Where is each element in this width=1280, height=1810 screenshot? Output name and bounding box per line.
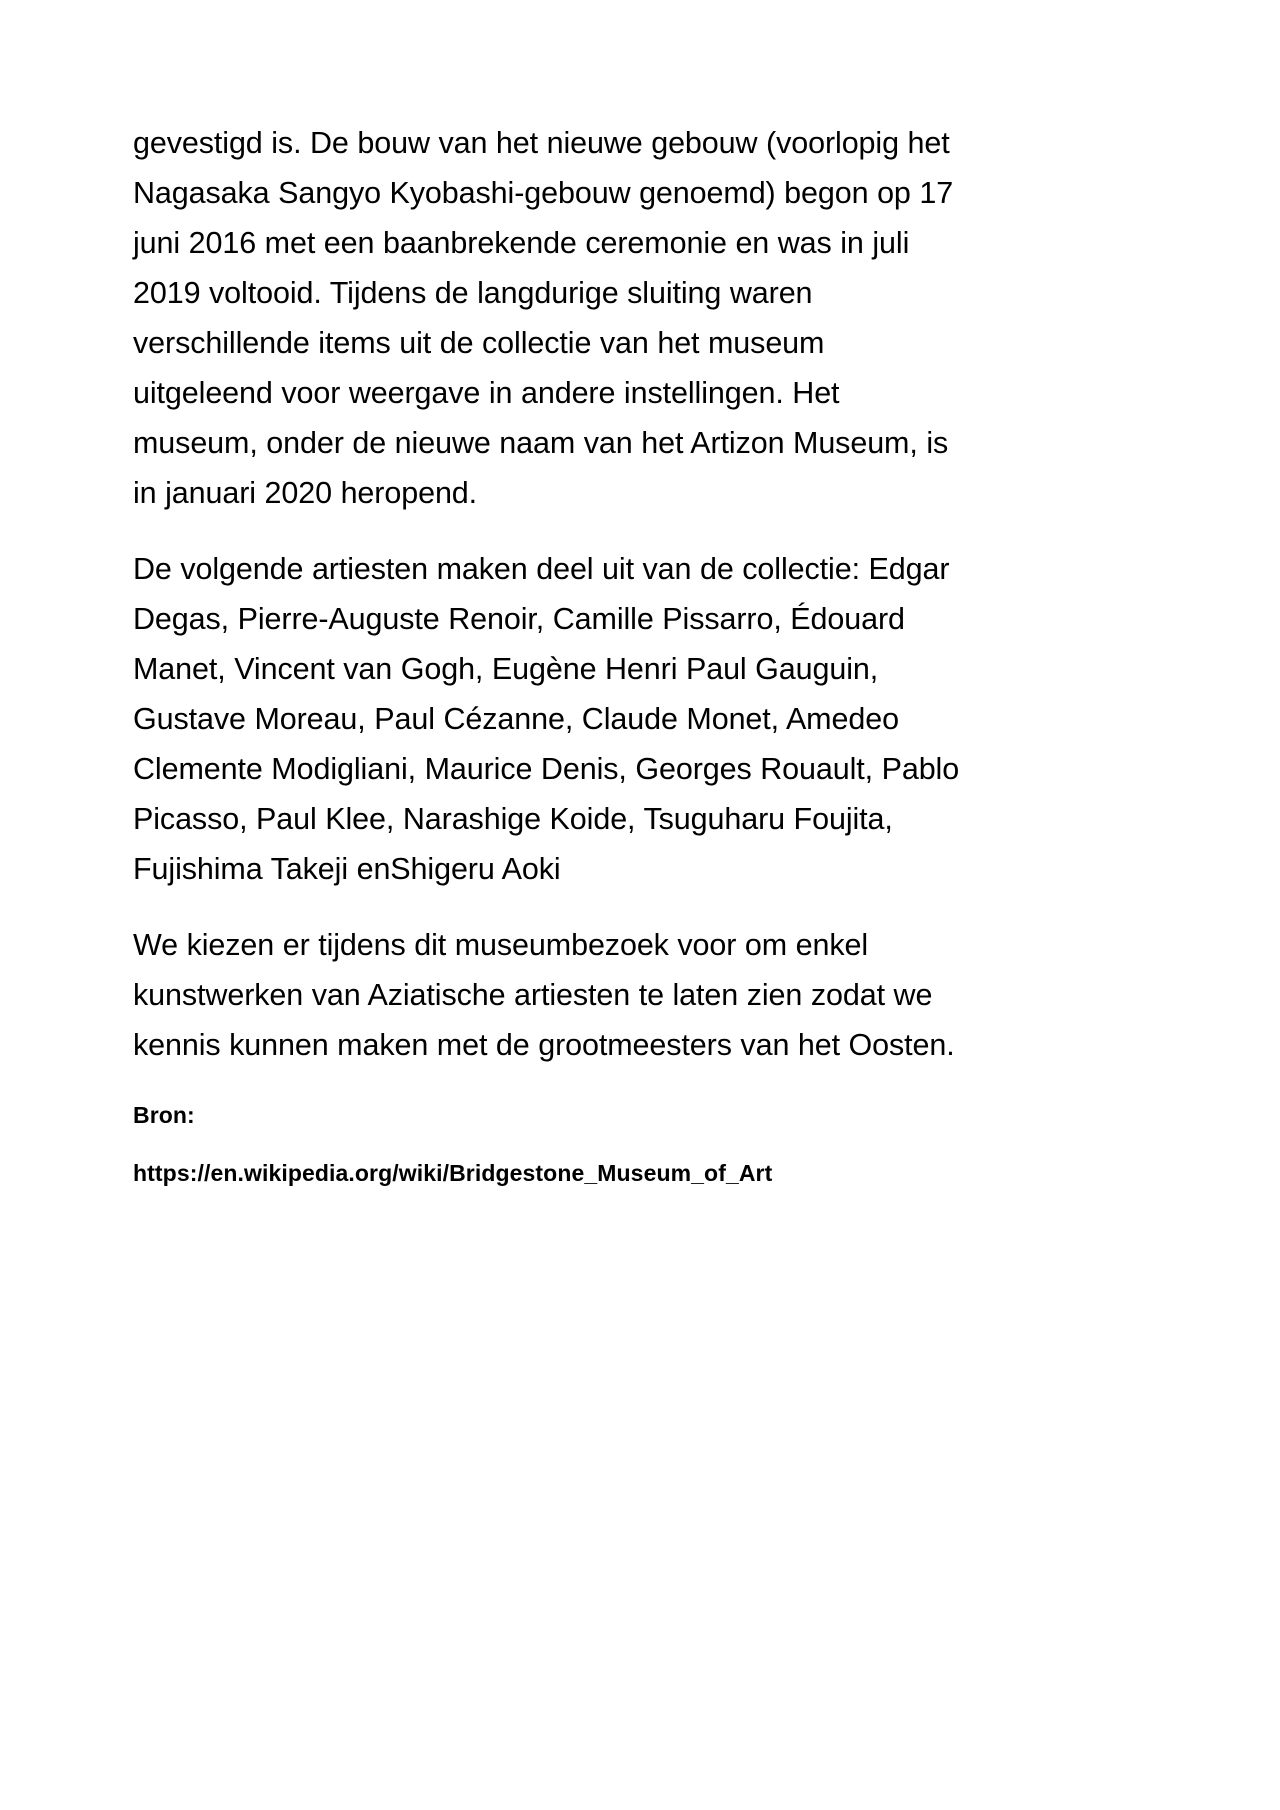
paragraph-visit-choice: We kiezen er tijdens dit museumbezoek voor om enkel kunstwerken van Aziatische artiesten te laten zien zodat we kennis kunnen maken met de grootmeesters van het Oosten. (133, 928, 955, 1062)
source-label: Bron: (133, 1102, 195, 1128)
source-url[interactable]: https://en.wikipedia.org/wiki/Bridgestone_Museum_of_Art (133, 1160, 773, 1186)
source-section (133, 1100, 965, 1188)
paragraph-museum-construction: gevestigd is. De bouw van het nieuwe gebouw (voorlopig het Nagasaka Sangyo Kyobashi-gebouw genoemd) begon op 17 juni 2016 met een baanbrekende ceremonie en was in juli 2019 voltooid. Tijdens de langdurige sluiting waren verschillende items uit de collectie van het museum uitgeleend voor weergave in andere instellingen. Het museum, onder de nieuwe naam van het Artizon Museum, is in januari 2020 heropend. (133, 126, 954, 510)
paragraph-artist-list: De volgende artiesten maken deel uit van de collectie: Edgar Degas, Pierre-Auguste Renoir, Camille Pissarro, Édouard Manet, Vincent van Gogh, Eugène Henri Paul Gauguin, Gustave Moreau, Paul Cézanne, Claude Monet, Amedeo Clemente Modigliani, Maurice Denis, Georges Rouault, Pablo Picasso, Paul Klee, Narashige Koide, Tsuguharu Foujita, Fujishima Takeji enShigeru Aoki (133, 552, 960, 886)
document-body (133, 118, 965, 1188)
